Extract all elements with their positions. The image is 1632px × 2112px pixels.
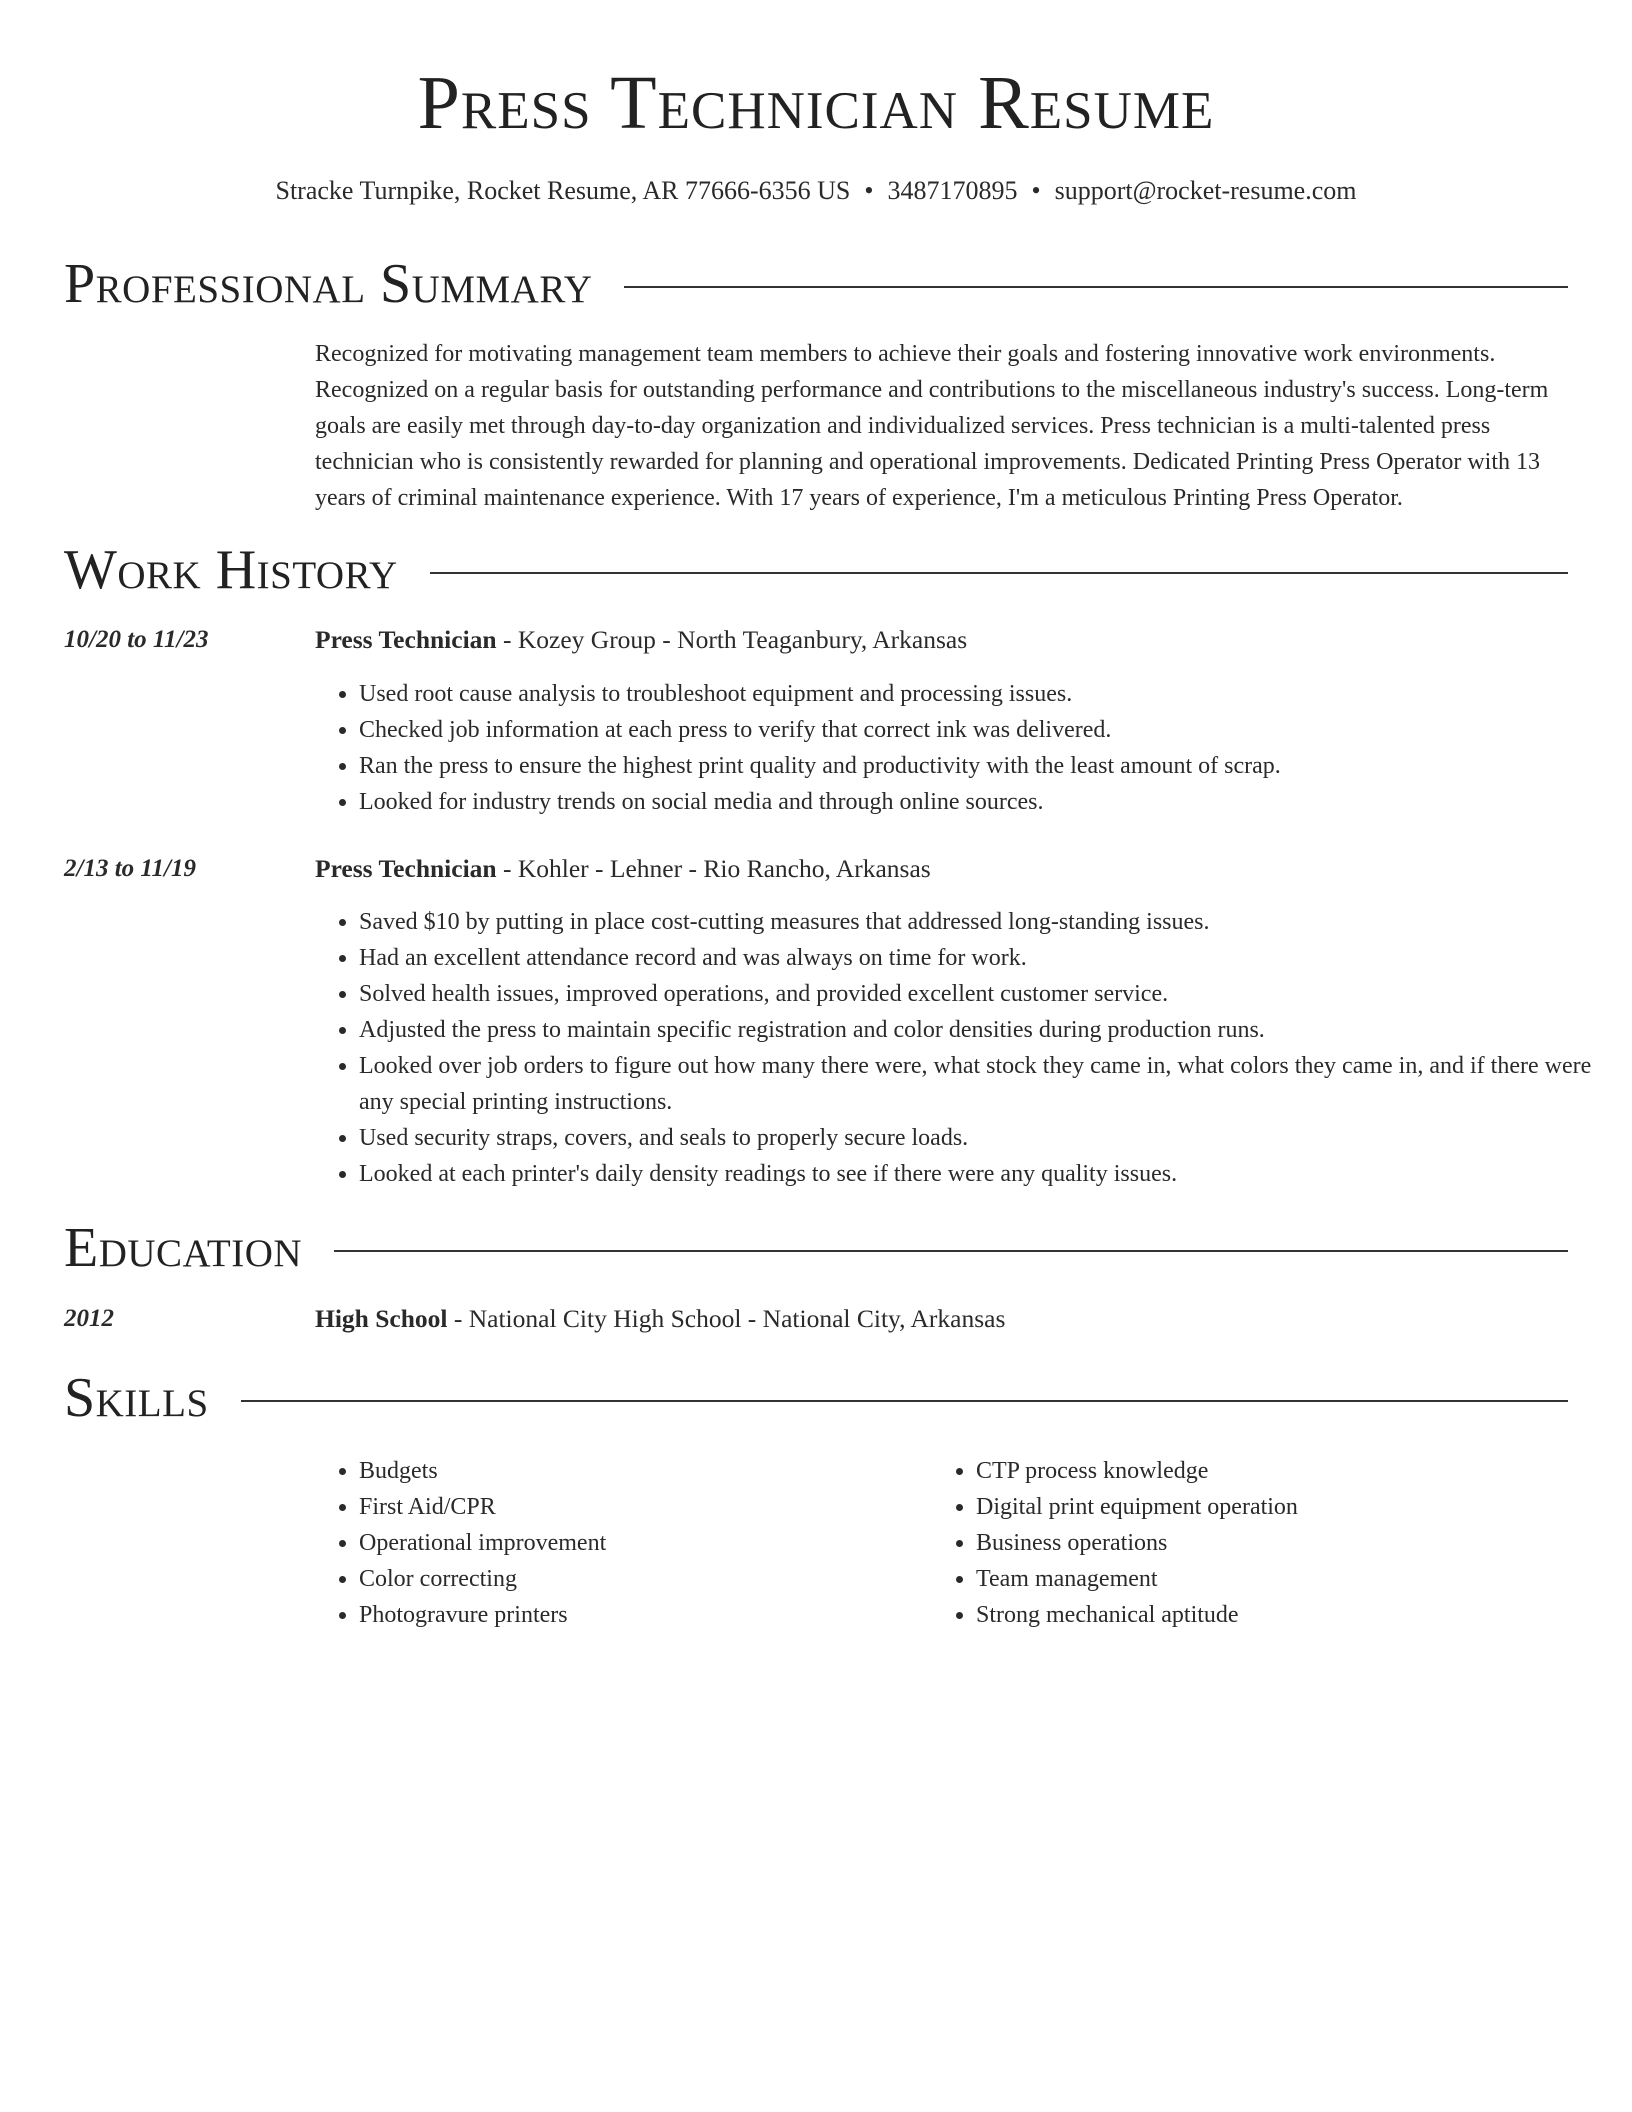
skill-item: • Color correcting bbox=[359, 1561, 919, 1597]
job-details: - Kohler - Lehner - Rio Rancho, Arkansas bbox=[496, 854, 931, 883]
skill-item: • Budgets bbox=[359, 1453, 919, 1489]
resume-title: Press Technician Resume bbox=[417, 61, 1215, 145]
address: Stracke Turnpike, Rocket Resume, AR 77666-6356 US bbox=[275, 176, 851, 205]
list-item: • Looked at each printer's daily density readings to see if there were any quality issues. bbox=[359, 1156, 1614, 1192]
skills-heading bbox=[64, 1366, 1568, 1430]
list-item: • Solved health issues, improved operations, and provided excellent customer service. bbox=[359, 976, 1614, 1012]
education-year: 2012 bbox=[64, 1305, 114, 1332]
list-item: • Used security straps, covers, and seals to properly secure loads. bbox=[359, 1120, 1614, 1156]
education-degree: High School bbox=[315, 1304, 448, 1333]
skill-item: • Operational improvement bbox=[359, 1525, 919, 1561]
skill-item: • Business operations bbox=[976, 1525, 1536, 1561]
contact-line bbox=[0, 174, 1632, 208]
list-item: • Looked for industry trends on social media and through online sources. bbox=[359, 784, 1614, 820]
skill-item: • Team management bbox=[976, 1561, 1536, 1597]
job-role: Press Technician bbox=[315, 854, 497, 883]
list-item: • Checked job information at each press to verify that correct ink was delivered. bbox=[359, 712, 1614, 748]
section-title: Professional Summary bbox=[64, 253, 593, 315]
skills-list-right bbox=[932, 1453, 1536, 1633]
skill-item: • CTP process knowledge bbox=[976, 1453, 1536, 1489]
summary-text: Recognized for motivating management team members to achieve their goals and fostering innovative work environments. Recognized on a regular basis for outstanding performance and contributions to the miscellaneous industry's success. Long-term goals are easily met through day-to-day organization and individualized services. Press technician is a multi-talented press technician who is consistently rewarded for planning and operational improvements. Dedicated Printing Press Operator with 13 years of criminal maintenance experience. With 17 years of experience, I'm a meticulous Printing Press Operator. bbox=[315, 341, 1549, 511]
skill-item: • Strong mechanical aptitude bbox=[976, 1597, 1536, 1633]
section-divider bbox=[334, 1250, 1568, 1252]
section-divider bbox=[624, 286, 1568, 288]
job-bullets bbox=[315, 904, 1614, 1192]
job-title-line bbox=[315, 852, 1565, 886]
list-item: • Used root cause analysis to troubleshoot equipment and processing issues. bbox=[359, 676, 1614, 712]
skill-item: • Photogravure printers bbox=[359, 1597, 919, 1633]
list-item: • Adjusted the press to maintain specific registration and color densities during production runs. bbox=[359, 1012, 1614, 1048]
job-title-line bbox=[315, 623, 1565, 657]
section-divider bbox=[241, 1400, 1568, 1402]
job-role: Press Technician bbox=[315, 625, 497, 654]
section-title: Skills bbox=[64, 1367, 209, 1429]
separator-dot: • bbox=[1031, 176, 1041, 205]
section-divider bbox=[430, 572, 1568, 574]
list-item: • Had an excellent attendance record and was always on time for work. bbox=[359, 940, 1614, 976]
education-line bbox=[315, 1302, 1565, 1336]
job-dates: 10/20 to 11/23 bbox=[64, 626, 209, 653]
list-item: • Ran the press to ensure the highest print quality and productivity with the least amount of scrap. bbox=[359, 748, 1614, 784]
education-details: - National City High School - National City, Arkansas bbox=[447, 1304, 1006, 1333]
skills-list-left bbox=[315, 1453, 919, 1633]
summary-heading bbox=[64, 252, 1568, 316]
list-item: • Looked over job orders to figure out how many there were, what stock they came in, what colors they came in, and if there were any special printing instructions. bbox=[359, 1048, 1614, 1120]
skill-item: • First Aid/CPR bbox=[359, 1489, 919, 1525]
job-bullets bbox=[315, 676, 1614, 820]
email: support@rocket-resume.com bbox=[1054, 176, 1357, 205]
section-title: Education bbox=[64, 1217, 303, 1279]
job-details: - Kozey Group - North Teaganbury, Arkansas bbox=[496, 625, 968, 654]
separator-dot: • bbox=[864, 176, 874, 205]
work-history-heading bbox=[64, 538, 1568, 602]
job-dates: 2/13 to 11/19 bbox=[64, 855, 196, 882]
section-title: Work History bbox=[64, 539, 398, 601]
phone: 3487170895 bbox=[887, 176, 1018, 205]
skill-item: • Digital print equipment operation bbox=[976, 1489, 1536, 1525]
list-item: • Saved $10 by putting in place cost-cutting measures that addressed long-standing issues. bbox=[359, 904, 1614, 940]
education-heading bbox=[64, 1216, 1568, 1280]
